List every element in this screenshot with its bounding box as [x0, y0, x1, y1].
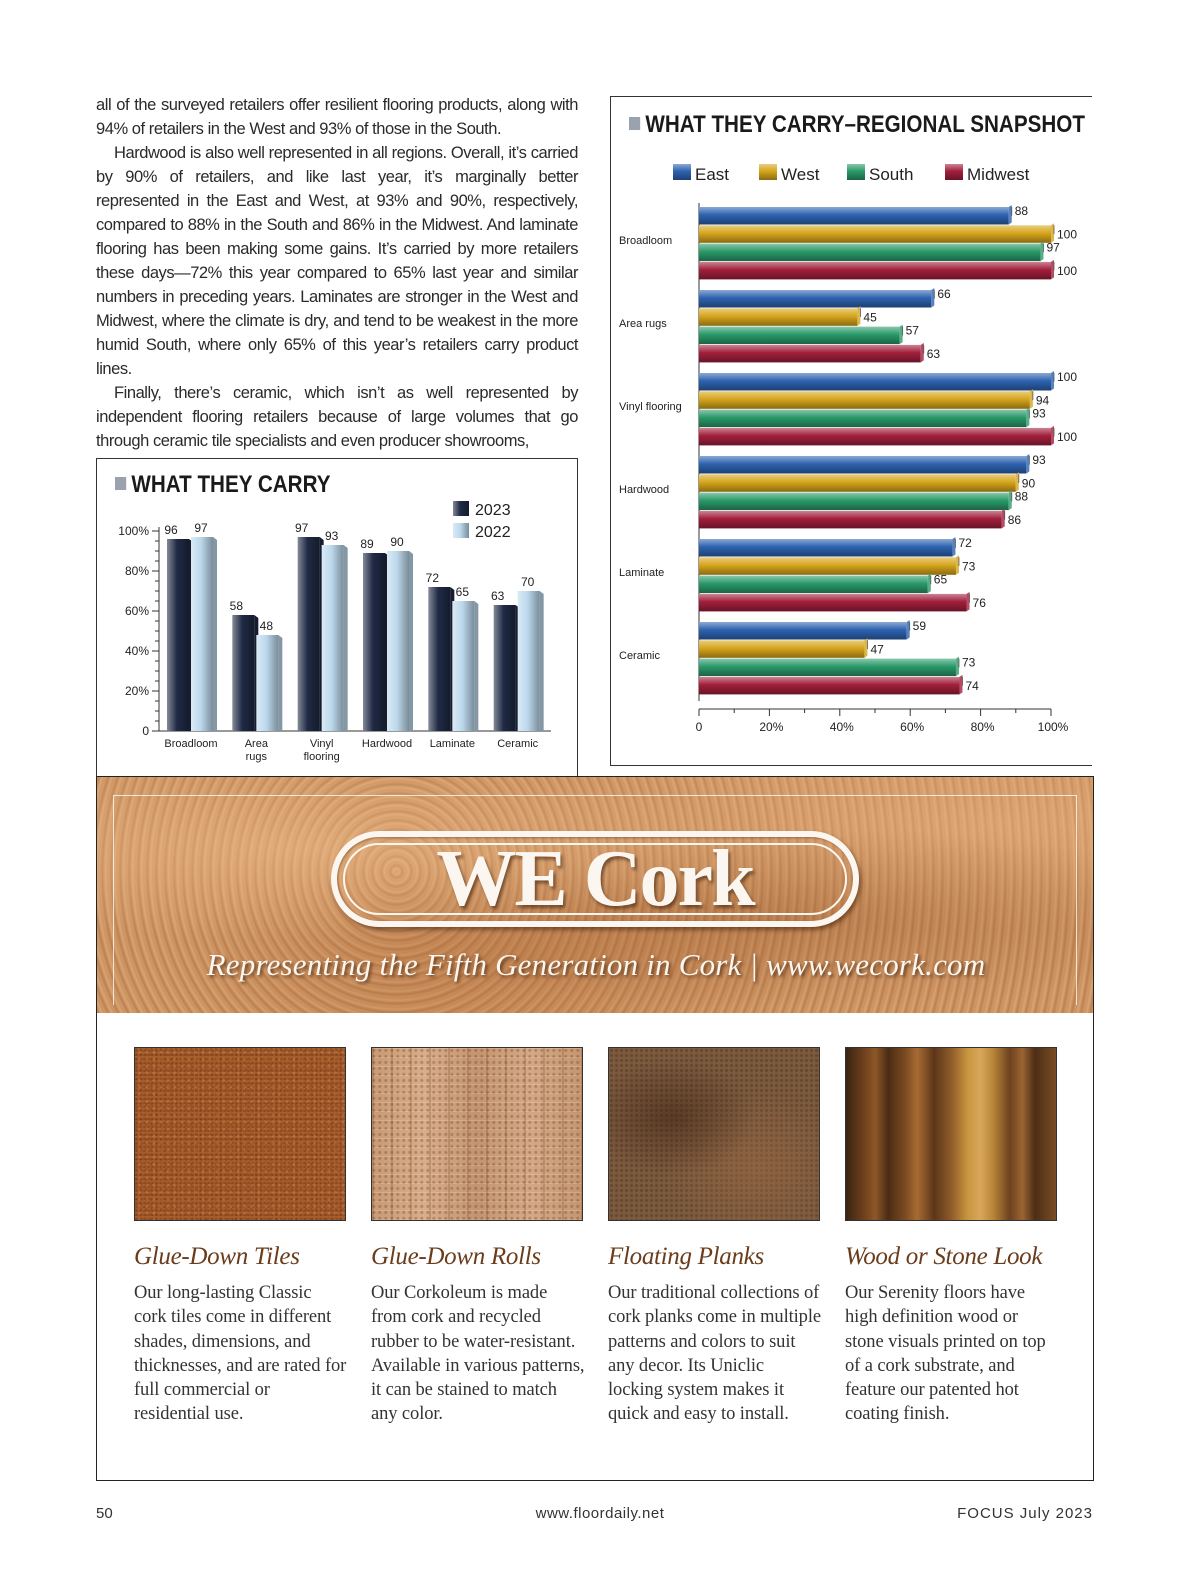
- bar-value-label: 57: [905, 323, 919, 338]
- bar-value-label: 89: [360, 537, 374, 551]
- product-glue-down-tiles: [134, 1047, 348, 1427]
- x-category-label: Hardwood: [361, 738, 413, 750]
- bar-end-South: [1009, 491, 1012, 511]
- article-text: [96, 93, 578, 453]
- bar-value-label: 90: [390, 535, 404, 549]
- bar-West: [699, 308, 857, 326]
- bar-value-label: 100: [1057, 227, 1078, 242]
- bar-end-West: [864, 638, 867, 658]
- bar-West: [699, 225, 1051, 243]
- bar-value-label: 94: [1035, 393, 1050, 408]
- wood-look-swatch-image: [845, 1047, 1057, 1221]
- y-category-label: Laminate: [619, 567, 665, 579]
- x-tick-label: 80%: [970, 720, 995, 734]
- x-tick-label: 40%: [829, 720, 854, 734]
- bar-2023: [167, 539, 189, 731]
- bar-East: [699, 207, 1009, 225]
- bar-end-South: [1026, 408, 1029, 428]
- bar-East: [699, 373, 1051, 391]
- bar-end-South: [956, 657, 959, 677]
- bar-end-Midwest: [1051, 260, 1054, 280]
- bar-end-South: [928, 574, 931, 594]
- bar-West: [699, 391, 1030, 409]
- cork-plank-swatch-image: [608, 1047, 820, 1221]
- bar-value-label: 65: [933, 572, 948, 587]
- bar-Midwest: [699, 345, 921, 363]
- y-tick-label: 40%: [124, 644, 149, 658]
- bar-2023: [298, 537, 320, 731]
- bar-Midwest: [699, 428, 1051, 446]
- bar-side-2022: [278, 635, 282, 731]
- legend-label: West: [781, 165, 820, 184]
- bar-South: [699, 493, 1009, 511]
- bar-end-West: [857, 306, 860, 326]
- bar-value-label: 93: [1032, 453, 1046, 467]
- bar-West: [699, 640, 864, 658]
- article-paragraph: all of the surveyed retailers offer resilient flooring products, along with 94% of retailers in the West and 93% of those in the South.: [96, 96, 578, 138]
- bar-end-East: [1051, 371, 1054, 391]
- bar-value-label: 76: [972, 595, 986, 610]
- bar-end-East: [1009, 205, 1012, 225]
- y-category-label: Vinyl flooring: [619, 401, 682, 413]
- x-category-label: flooring: [303, 751, 340, 763]
- bar-value-label: 97: [294, 521, 309, 535]
- bar-end-East: [907, 620, 910, 640]
- bar-value-label: 88: [1014, 489, 1029, 504]
- legend-label: East: [695, 165, 730, 184]
- y-tick-label: 60%: [124, 604, 149, 618]
- bar-South: [699, 576, 928, 594]
- bar-end-Midwest: [1051, 426, 1054, 446]
- wecork-advertisement: [96, 776, 1094, 1481]
- bar-end-Midwest: [959, 675, 962, 695]
- footer-publication: FOCUS July 2023: [957, 1505, 1093, 1522]
- bar-value-label: 65: [455, 585, 470, 599]
- bar-value-label: 47: [870, 642, 884, 657]
- bar-2022: [518, 591, 540, 731]
- legend-label: 2022: [475, 524, 511, 541]
- x-category-label: Broadloom: [164, 738, 218, 750]
- y-tick-label: 20%: [124, 684, 149, 698]
- bar-value-label: 59: [912, 619, 927, 633]
- legend-swatch-South: [847, 164, 865, 180]
- bar-Midwest: [699, 677, 959, 695]
- bar-end-East: [952, 537, 955, 557]
- bar-2023: [428, 587, 450, 731]
- article-paragraph: Finally, there’s ceramic, which isn’t as well represented by independent flooring retailers because of large volumes that go through ceramic tile specialists and even producer showrooms,: [96, 384, 578, 450]
- x-category-label: rugs: [245, 751, 268, 763]
- bar-value-label: 63: [926, 346, 941, 361]
- legend-label: South: [869, 165, 914, 184]
- bar-end-East: [931, 288, 934, 308]
- bar-end-East: [1026, 454, 1029, 474]
- bar-Midwest: [699, 262, 1051, 280]
- product-floating-planks: [608, 1047, 822, 1427]
- bar-West: [699, 474, 1016, 492]
- bar-value-label: 72: [958, 536, 972, 550]
- bar-side-2022: [474, 601, 478, 731]
- what-they-carry-chart: [96, 458, 578, 778]
- legend-swatch-East: [673, 164, 691, 180]
- y-category-label: Area rugs: [619, 318, 667, 330]
- x-category-label: Laminate: [429, 738, 475, 750]
- bar-chart-svg: [97, 459, 579, 779]
- page-number: 50: [96, 1505, 113, 1522]
- product-glue-down-rolls: [371, 1047, 585, 1427]
- bar-side-2022: [540, 591, 544, 731]
- product-title: Glue-Down Rolls: [371, 1243, 541, 1270]
- bar-value-label: 100: [1057, 263, 1078, 278]
- bar-value-label: 73: [961, 559, 976, 574]
- bar-East: [699, 622, 907, 640]
- bar-value-label: 88: [1014, 204, 1029, 218]
- x-tick-label: 60%: [900, 720, 925, 734]
- bar-value-label: 93: [1032, 406, 1046, 421]
- bar-South: [699, 410, 1026, 428]
- bar-2022: [452, 601, 474, 731]
- bar-value-label: 74: [965, 678, 979, 693]
- bar-West: [699, 557, 956, 575]
- bar-value-label: 73: [961, 655, 976, 670]
- wecork-logo: [331, 831, 859, 927]
- bar-value-label: 70: [520, 575, 535, 589]
- product-description: Our Corkoleum is made from cork and recycled rubber to be water-resistant. Available in various patterns, it can be stained to match any color.: [371, 1283, 585, 1425]
- bar-side-2022: [409, 551, 413, 731]
- bar-side-2022: [344, 545, 348, 731]
- product-wood-or-stone-look: [845, 1047, 1059, 1427]
- product-description: Our Serenity floors have high definition wood or stone visuals printed on top of a cork substrate, and feature our patented hot coating finish.: [845, 1283, 1046, 1425]
- product-title: Floating Planks: [608, 1243, 764, 1270]
- legend-swatch-Midwest: [945, 164, 963, 180]
- bar-value-label: 97: [1046, 240, 1060, 255]
- bar-value-label: 72: [425, 571, 440, 585]
- bar-2022: [256, 635, 278, 731]
- legend-swatch-2022: [453, 523, 469, 538]
- y-category-label: Hardwood: [619, 484, 670, 496]
- bar-end-Midwest: [967, 592, 970, 612]
- bar-Midwest: [699, 594, 967, 612]
- bar-value-label: 100: [1057, 429, 1078, 444]
- y-category-label: Broadloom: [619, 235, 673, 247]
- bar-South: [699, 327, 900, 345]
- bar-2023: [232, 615, 254, 731]
- legend-label: 2023: [475, 502, 511, 519]
- bar-East: [699, 456, 1026, 474]
- logo-text: WE Cork: [436, 835, 754, 923]
- legend-swatch-2023: [453, 501, 469, 516]
- bar-value-label: 97: [194, 521, 208, 535]
- bar-side-2022: [213, 537, 217, 731]
- bar-value-label: 100: [1057, 370, 1078, 384]
- cork-roll-swatch-image: [371, 1047, 583, 1221]
- y-tick-label: 100%: [118, 524, 149, 538]
- bar-value-label: 93: [324, 529, 339, 543]
- x-category-label: Ceramic: [497, 738, 539, 750]
- regional-snapshot-chart: [610, 96, 1092, 766]
- bar-value-label: 45: [863, 310, 877, 325]
- y-category-label: Ceramic: [619, 650, 660, 662]
- bar-end-South: [900, 325, 903, 345]
- x-tick-label: 100%: [1037, 720, 1069, 734]
- bar-South: [699, 244, 1040, 262]
- product-description: Our traditional collections of cork planks come in multiple patterns and colors to suit any decor. Its Uniclic locking system makes it quick and easy to install.: [608, 1283, 821, 1425]
- bar-value-label: 86: [1007, 512, 1022, 527]
- x-tick-label: 20%: [759, 720, 784, 734]
- bar-value-label: 66: [937, 287, 951, 301]
- product-description: Our long-lasting Classic cork tiles come in different shades, dimensions, and thicknesses, and are rated for full commercial or residential use.: [134, 1283, 347, 1425]
- bar-end-West: [956, 555, 959, 575]
- product-title: Glue-Down Tiles: [134, 1243, 300, 1270]
- x-tick-label: 0: [695, 720, 703, 734]
- chart-title: WHAT THEY CARRY: [115, 471, 330, 499]
- cork-banner: [97, 777, 1094, 1013]
- x-category-label: Vinyl: [309, 738, 334, 750]
- bar-value-label: 96: [164, 523, 178, 537]
- bar-2022: [191, 537, 213, 731]
- y-tick-label: 80%: [124, 564, 149, 578]
- bar-value-label: 48: [259, 619, 274, 633]
- x-category-label: Area: [244, 738, 268, 750]
- bar-2023: [494, 605, 516, 731]
- legend-swatch-West: [759, 164, 777, 180]
- horizontal-bar-chart-svg: [611, 97, 1093, 767]
- bar-end-Midwest: [1002, 509, 1005, 529]
- chart-title: WHAT THEY CARRY–REGIONAL SNAPSHOT: [629, 111, 1085, 139]
- bar-value-label: 63: [490, 589, 505, 603]
- bar-2023: [363, 553, 385, 731]
- bar-end-Midwest: [921, 343, 924, 363]
- cork-tile-swatch-image: [134, 1047, 346, 1221]
- legend-label: Midwest: [967, 165, 1030, 184]
- bar-2022: [322, 545, 344, 731]
- footer-website: www.floordaily.net: [535, 1505, 665, 1522]
- article-paragraph: Hardwood is also well represented in all regions. Overall, it’s carried by 90% of retailers, and like last year, it’s marginally better represented in the East and West, at 93% and 90%, respectively, compared to 88% in the South and 86% in the Midwest. And laminate flooring has been making some gains. It’s carried by more retailers these days—72% this year compared to 65% last year and similar numbers in preceding years. Laminates are stronger in the West and Midwest, where the climate is dry, and tend to be weakest in the more humid South, where only 65% of this year’s retailers carry product lines.: [96, 144, 578, 378]
- y-tick-label: 0: [142, 724, 149, 738]
- bar-end-South: [1040, 242, 1043, 262]
- bar-East: [699, 290, 931, 308]
- product-title: Wood or Stone Look: [845, 1243, 1043, 1270]
- bar-South: [699, 659, 956, 677]
- bar-2022: [387, 551, 409, 731]
- bar-Midwest: [699, 511, 1002, 529]
- bar-value-label: 90: [1021, 476, 1036, 491]
- bar-value-label: 58: [229, 599, 244, 613]
- ad-tagline: Representing the Fifth Generation in Cork | www.wecork.com: [206, 947, 986, 982]
- bar-East: [699, 539, 952, 557]
